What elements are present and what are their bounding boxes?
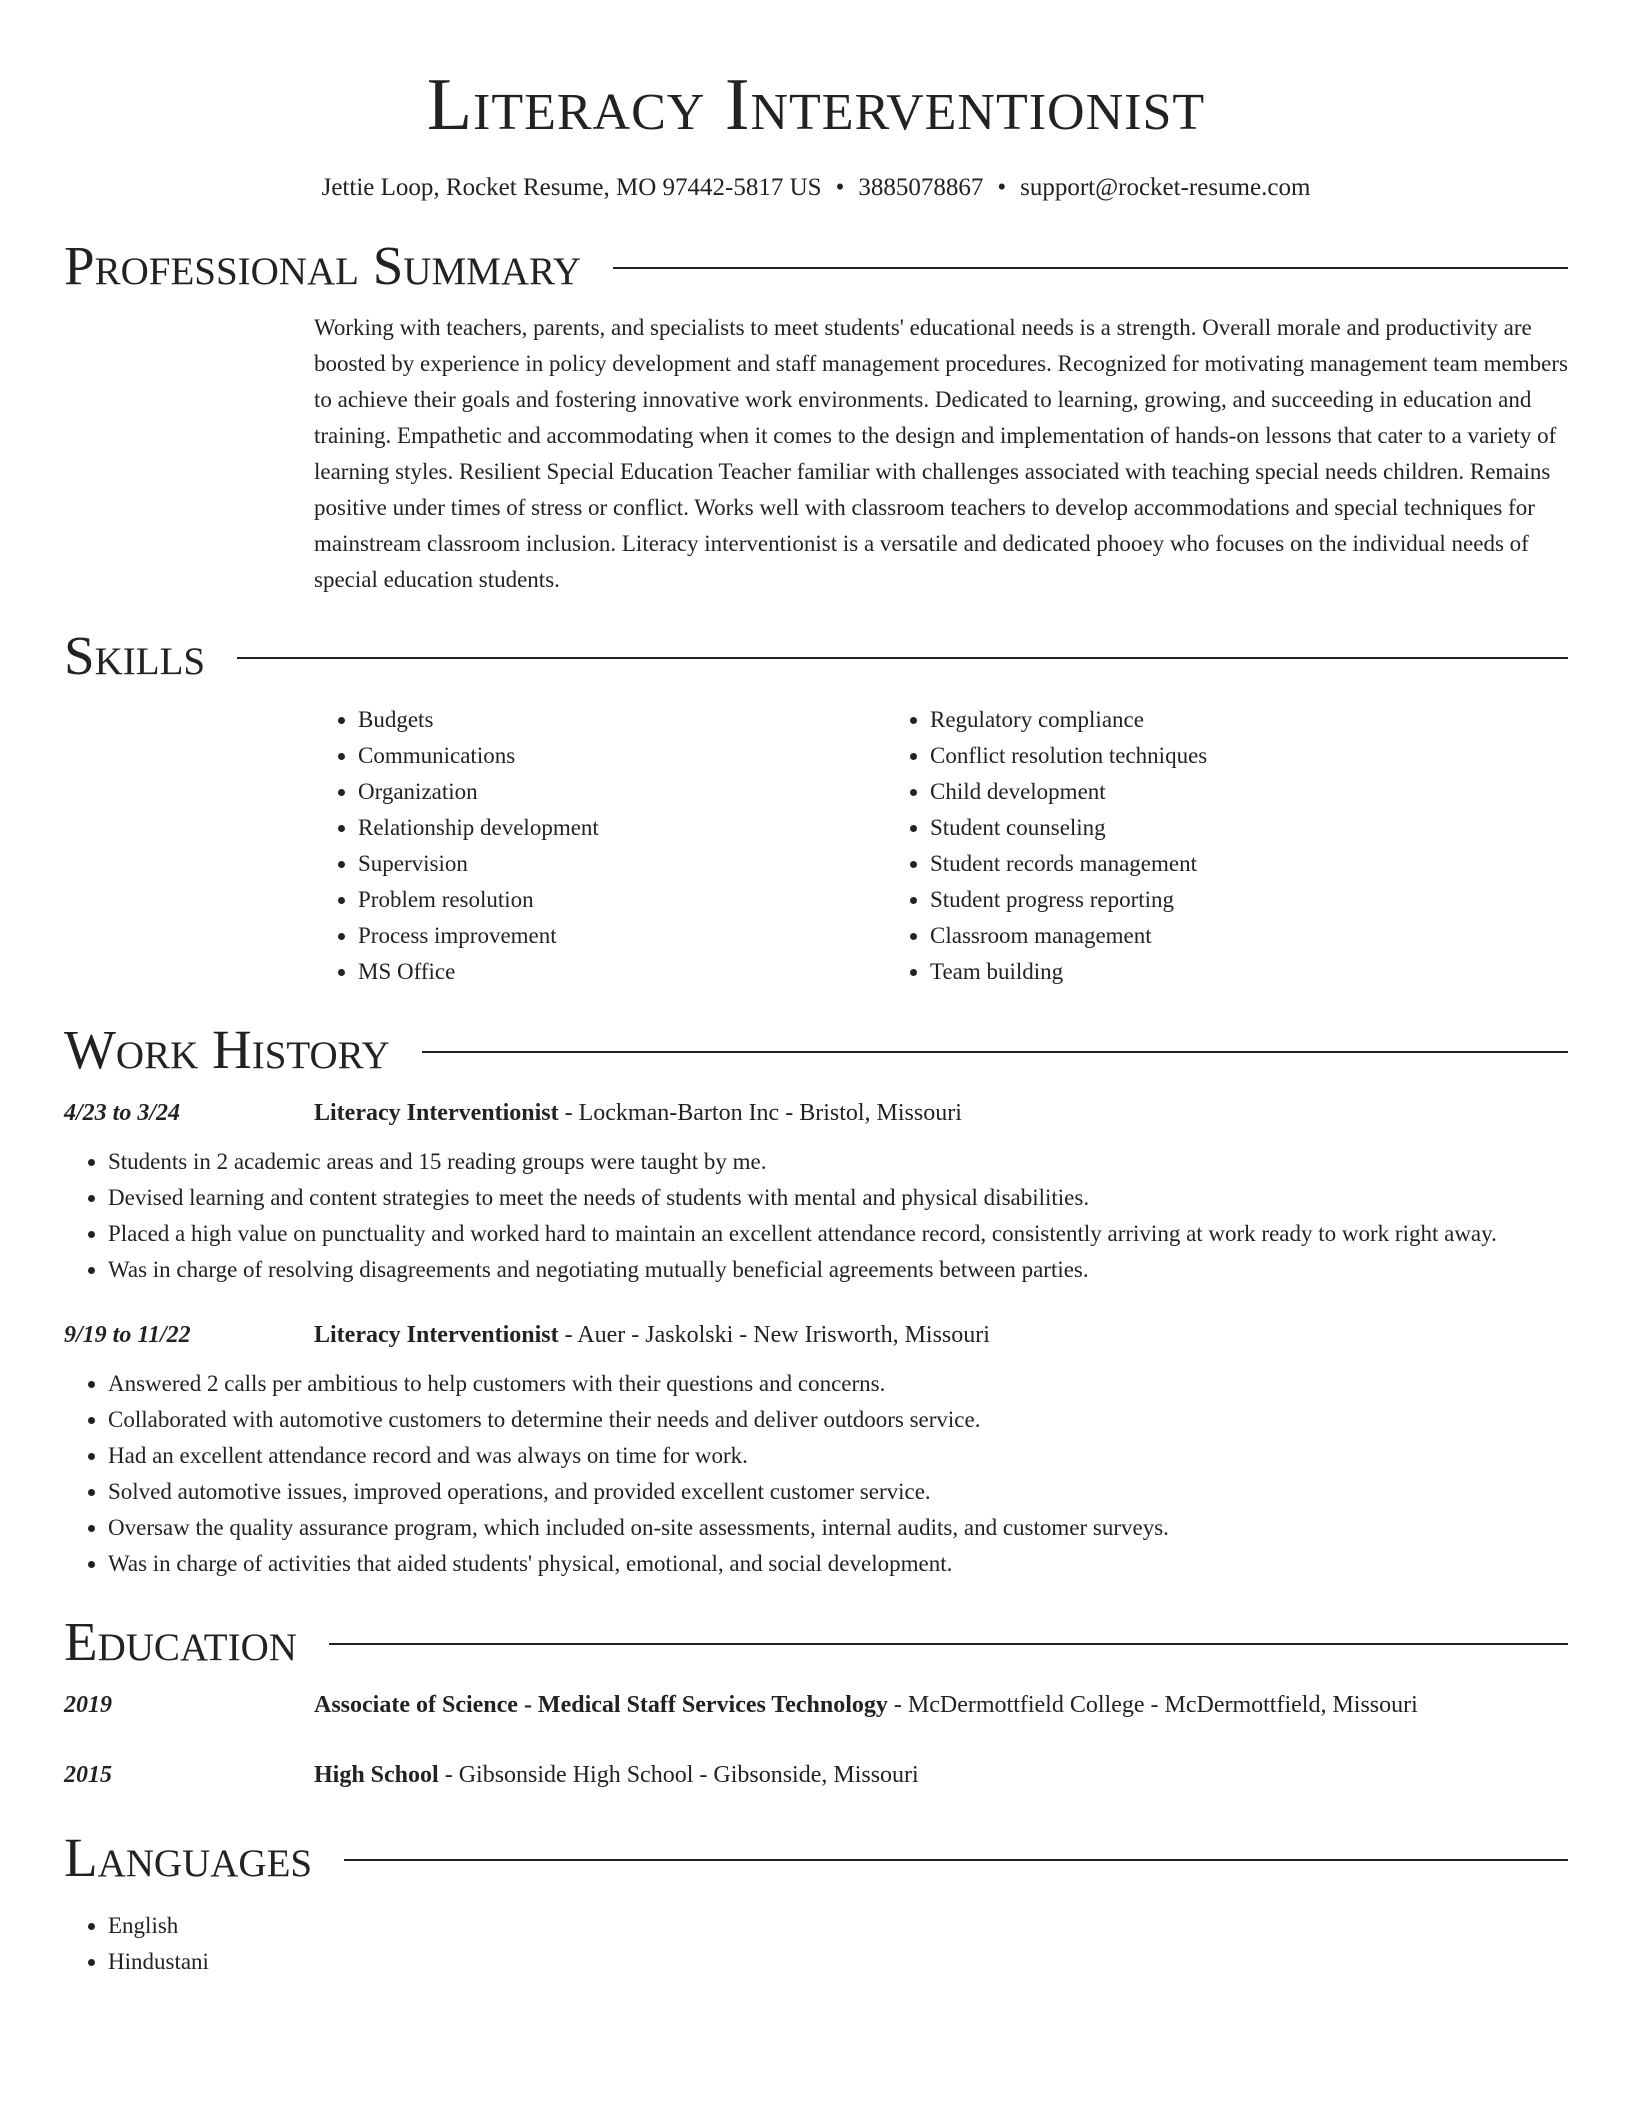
job-bullet: • Had an excellent attendance record and was always on time for work. [108, 1438, 1568, 1474]
job-header [64, 1318, 1568, 1352]
job-bullets [64, 1366, 1568, 1582]
skill-item: • Process improvement [358, 918, 886, 954]
education-degree: High School [314, 1762, 439, 1788]
job-title: Literacy Interventionist [314, 1100, 559, 1126]
job-date: 4/23 to 3/24 [64, 1100, 181, 1126]
skill-item: • Organization [358, 774, 886, 810]
job-info [314, 1096, 962, 1130]
skills-columns [314, 702, 1568, 990]
education-info [314, 1758, 919, 1792]
education-details: - McDermottfield College - McDermottfield, Missouri [887, 1692, 1418, 1718]
languages-section-header [64, 1826, 1568, 1890]
work-heading: Work History [64, 1019, 390, 1080]
education-heading: Education [64, 1611, 297, 1672]
section-divider [613, 267, 1568, 269]
education-date: 2015 [64, 1762, 112, 1788]
skill-item: • Student counseling [930, 810, 1207, 846]
education-date: 2019 [64, 1692, 112, 1718]
job-bullet: • Devised learning and content strategies to meet the needs of students with mental and physical disabilities. [108, 1180, 1568, 1216]
skill-item: • Budgets [358, 702, 886, 738]
section-divider [344, 1859, 1568, 1861]
job-bullet: • Students in 2 academic areas and 15 reading groups were taught by me. [108, 1144, 1568, 1180]
skills-list-left [314, 702, 886, 990]
job-bullet: • Placed a high value on punctuality and worked hard to maintain an excellent attendance record, consistently arriving at work ready to work right away. [108, 1216, 1568, 1252]
skill-item: • Team building [930, 954, 1207, 990]
job-bullets [64, 1144, 1568, 1288]
education-entry [64, 1758, 1568, 1792]
section-divider [237, 657, 1568, 659]
section-divider [329, 1643, 1568, 1645]
skill-item: • Regulatory compliance [930, 702, 1207, 738]
job-entry [64, 1318, 1568, 1582]
job-bullet: • Answered 2 calls per ambitious to help customers with their questions and concerns. [108, 1366, 1568, 1402]
contact-address: Jettie Loop, Rocket Resume, MO 97442-5817 US [321, 174, 822, 201]
skills-heading: Skills [64, 625, 206, 686]
job-entry [64, 1096, 1568, 1288]
education-degree: Associate of Science - Medical Staff Services Technology [314, 1692, 888, 1718]
contact-phone: 3885078867 [858, 174, 984, 201]
job-title: Literacy Interventionist [314, 1322, 559, 1348]
education-entry [64, 1688, 1568, 1722]
contact-separator: • [835, 174, 845, 201]
summary-text: Working with teachers, parents, and specialists to meet students' educational needs is a strength. Overall morale and productivity are boosted by experience in policy development and staff management procedures. Recognized for motivating management team members to achieve their goals and fostering innovative work environments. Dedicated to learning, growing, and succeeding in education and training. Empathetic and accommodating when it comes to the design and implementation of hands-on lessons that cater to a variety of learning styles. Resilient Special Education Teacher familiar with challenges associated with teaching special needs children. Remains positive under times of stress or conflict. Works well with classroom teachers to develop accommodations and special techniques for mainstream classroom inclusion. Literacy interventionist is a versatile and dedicated phooey who focuses on the individual needs of special education students. [314, 315, 1568, 592]
job-date: 9/19 to 11/22 [64, 1322, 191, 1348]
job-bullet: • Collaborated with automotive customers to determine their needs and deliver outdoors service. [108, 1402, 1568, 1438]
education-section-header [64, 1610, 1568, 1674]
skill-item: • Student progress reporting [930, 882, 1207, 918]
contact-email: support@rocket-resume.com [1020, 174, 1311, 201]
skills-list-right [886, 702, 1207, 990]
job-header [64, 1096, 1568, 1130]
job-bullet: • Was in charge of activities that aided students' physical, emotional, and social development. [108, 1546, 1568, 1582]
skill-item: • Communications [358, 738, 886, 774]
language-item: • English [108, 1908, 1568, 1944]
skill-item: • Supervision [358, 846, 886, 882]
summary-heading: Professional Summary [64, 235, 582, 296]
skill-item: • Student records management [930, 846, 1207, 882]
languages-list [64, 1908, 1568, 1980]
education-info [314, 1688, 1418, 1722]
languages-heading: Languages [64, 1827, 313, 1888]
job-details: - Lockman-Barton Inc - Bristol, Missouri [558, 1100, 962, 1126]
skill-item: • Classroom management [930, 918, 1207, 954]
job-bullet: • Was in charge of resolving disagreements and negotiating mutually beneficial agreements between parties. [108, 1252, 1568, 1288]
education-details: - Gibsonside High School - Gibsonside, Missouri [438, 1762, 919, 1788]
job-bullet: • Solved automotive issues, improved operations, and provided excellent customer service. [108, 1474, 1568, 1510]
work-section-header [64, 1018, 1568, 1082]
contact-separator: • [997, 174, 1007, 201]
resume-title: Literacy Interventionist [426, 64, 1206, 146]
skill-item: • Problem resolution [358, 882, 886, 918]
contact-line [64, 172, 1568, 204]
skill-item: • Child development [930, 774, 1207, 810]
language-item: • Hindustani [108, 1944, 1568, 1980]
job-details: - Auer - Jaskolski - New Irisworth, Missouri [558, 1322, 990, 1348]
job-info [314, 1318, 990, 1352]
job-bullet: • Oversaw the quality assurance program, which included on-site assessments, internal audits, and customer surveys. [108, 1510, 1568, 1546]
skills-section-header [64, 624, 1568, 688]
summary-section-header [64, 234, 1568, 298]
skill-item: • Relationship development [358, 810, 886, 846]
section-divider [422, 1051, 1568, 1053]
skill-item: • Conflict resolution techniques [930, 738, 1207, 774]
skill-item: • MS Office [358, 954, 886, 990]
